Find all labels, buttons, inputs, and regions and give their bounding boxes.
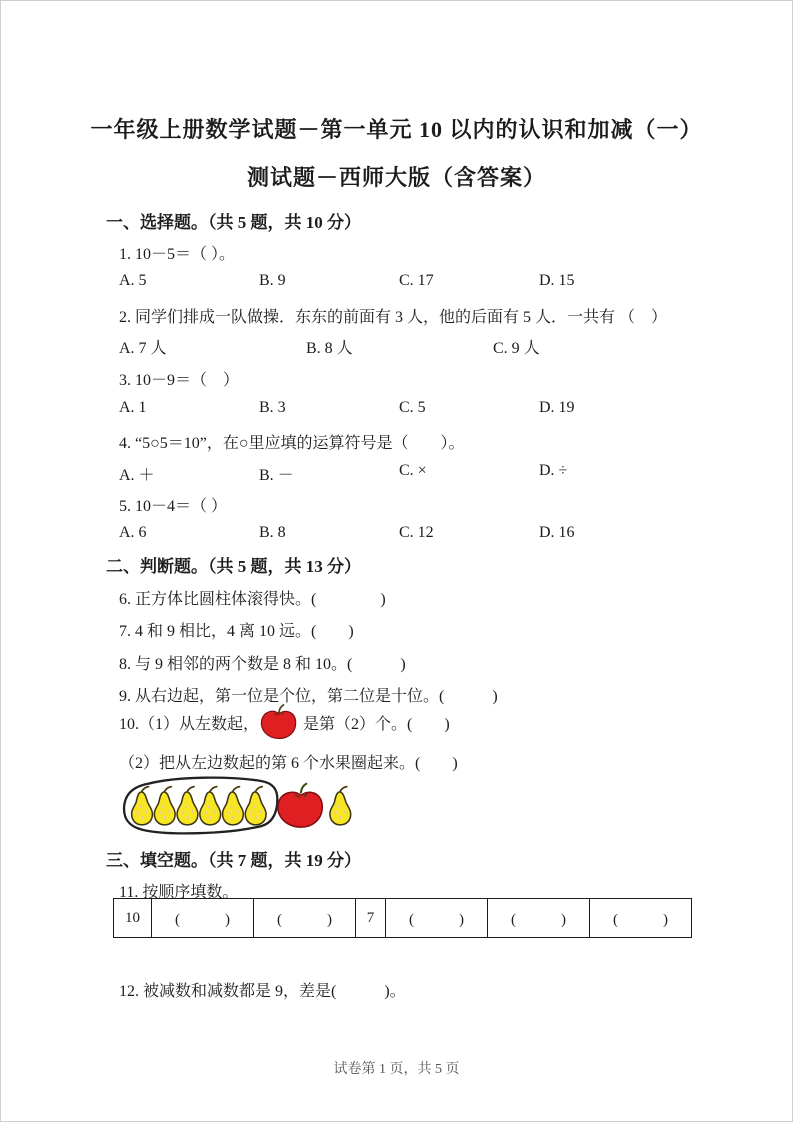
- section-two-header: 二、判断题。（共 5 题，共 13 分）: [106, 557, 361, 576]
- question-3-text: 3. 10－9＝（ ）: [119, 372, 240, 389]
- option-a: A. 1: [119, 399, 147, 416]
- question-2-options: [119, 335, 680, 358]
- question-7-text: 7. 4 和 9 相比，4 离 10 远。( ): [119, 623, 354, 640]
- table-row: [114, 899, 692, 938]
- fruit-row-figure: [121, 773, 357, 839]
- option-a: A. 5: [119, 272, 147, 289]
- apple-icon: [278, 784, 322, 827]
- question-2-text: 2. 同学们排成一队做操．东东的前面有 3 人，他的后面有 5 人．一共有 （ ）: [119, 309, 668, 326]
- question-1-text: 1. 10－5＝（ ）。: [119, 246, 236, 263]
- option-d: D. ÷: [539, 462, 568, 479]
- option-c: C. 12: [399, 524, 434, 541]
- table-cell-blank: ( ): [590, 899, 692, 938]
- table-cell-blank: ( ): [254, 899, 356, 938]
- question-5-text: 5. 10－4＝（ ）: [119, 498, 228, 515]
- question-8-text: 8. 与 9 相邻的两个数是 8 和 10。( ): [119, 656, 406, 673]
- question-9-text: 9. 从右边起，第一位是个位，第二位是十位。( ): [119, 688, 498, 705]
- question-10-prefix: 10.（1）从左数起，: [119, 715, 260, 733]
- page-title-line1: 一年级上册数学试题－第一单元 10 以内的认识和加减（一）: [90, 117, 703, 142]
- option-b: B. 3: [259, 399, 286, 416]
- pear-icon: [330, 787, 351, 825]
- table-cell-7: 7: [356, 899, 386, 938]
- option-b: B. 8: [259, 524, 286, 541]
- question-12-text: 12. 被减数和减数都是 9，差是( )。: [119, 983, 406, 1000]
- option-b: B. －: [259, 467, 294, 484]
- page-title-line2: 测试题－西师大版（含答案）: [246, 165, 546, 190]
- table-cell-blank: ( ): [386, 899, 488, 938]
- option-c: C. ×: [399, 462, 427, 479]
- question-11-text: 11. 按顺序填数。: [119, 884, 239, 901]
- question-6-text: 6. 正方体比圆柱体滚得快。( ): [119, 591, 386, 608]
- section-one-header: 一、选择题。（共 5 题，共 10 分）: [106, 213, 361, 232]
- option-d: D. 19: [539, 399, 575, 416]
- apple-icon: [259, 701, 299, 743]
- question-4-options: [119, 462, 679, 485]
- option-c: C. 17: [399, 272, 434, 289]
- option-c: C. 5: [399, 399, 426, 416]
- option-a: A. 7 人: [119, 340, 167, 357]
- option-a: A. 6: [119, 524, 147, 541]
- table-cell-blank: ( ): [488, 899, 590, 938]
- option-c: C. 9 人: [493, 340, 540, 357]
- table-cell-10: 10: [114, 899, 152, 938]
- option-b: B. 8 人: [306, 340, 353, 357]
- page-footer: 试卷第 1 页，共 5 页: [333, 1062, 460, 1077]
- table-cell-blank: ( ): [152, 899, 254, 938]
- question-1-options: [119, 272, 679, 290]
- option-a: A. ＋: [119, 467, 155, 484]
- fill-in-sequence-table: [113, 898, 692, 938]
- question-10-part1: [119, 699, 450, 745]
- question-10-suffix: 是第（2）个。( ): [299, 715, 450, 733]
- option-d: D. 16: [539, 524, 575, 541]
- option-b: B. 9: [259, 272, 286, 289]
- question-3-options: [119, 399, 679, 417]
- section-three-header: 三、填空题。（共 7 题，共 19 分）: [106, 851, 361, 870]
- question-10-part2: （2）把从左边数起的第 6 个水果圈起来。( ): [119, 755, 458, 772]
- option-d: D. 15: [539, 272, 575, 289]
- question-4-text: 4. “5○5＝10”，在○里应填的运算符号是（ ）。: [119, 435, 465, 452]
- question-5-options: [119, 524, 679, 542]
